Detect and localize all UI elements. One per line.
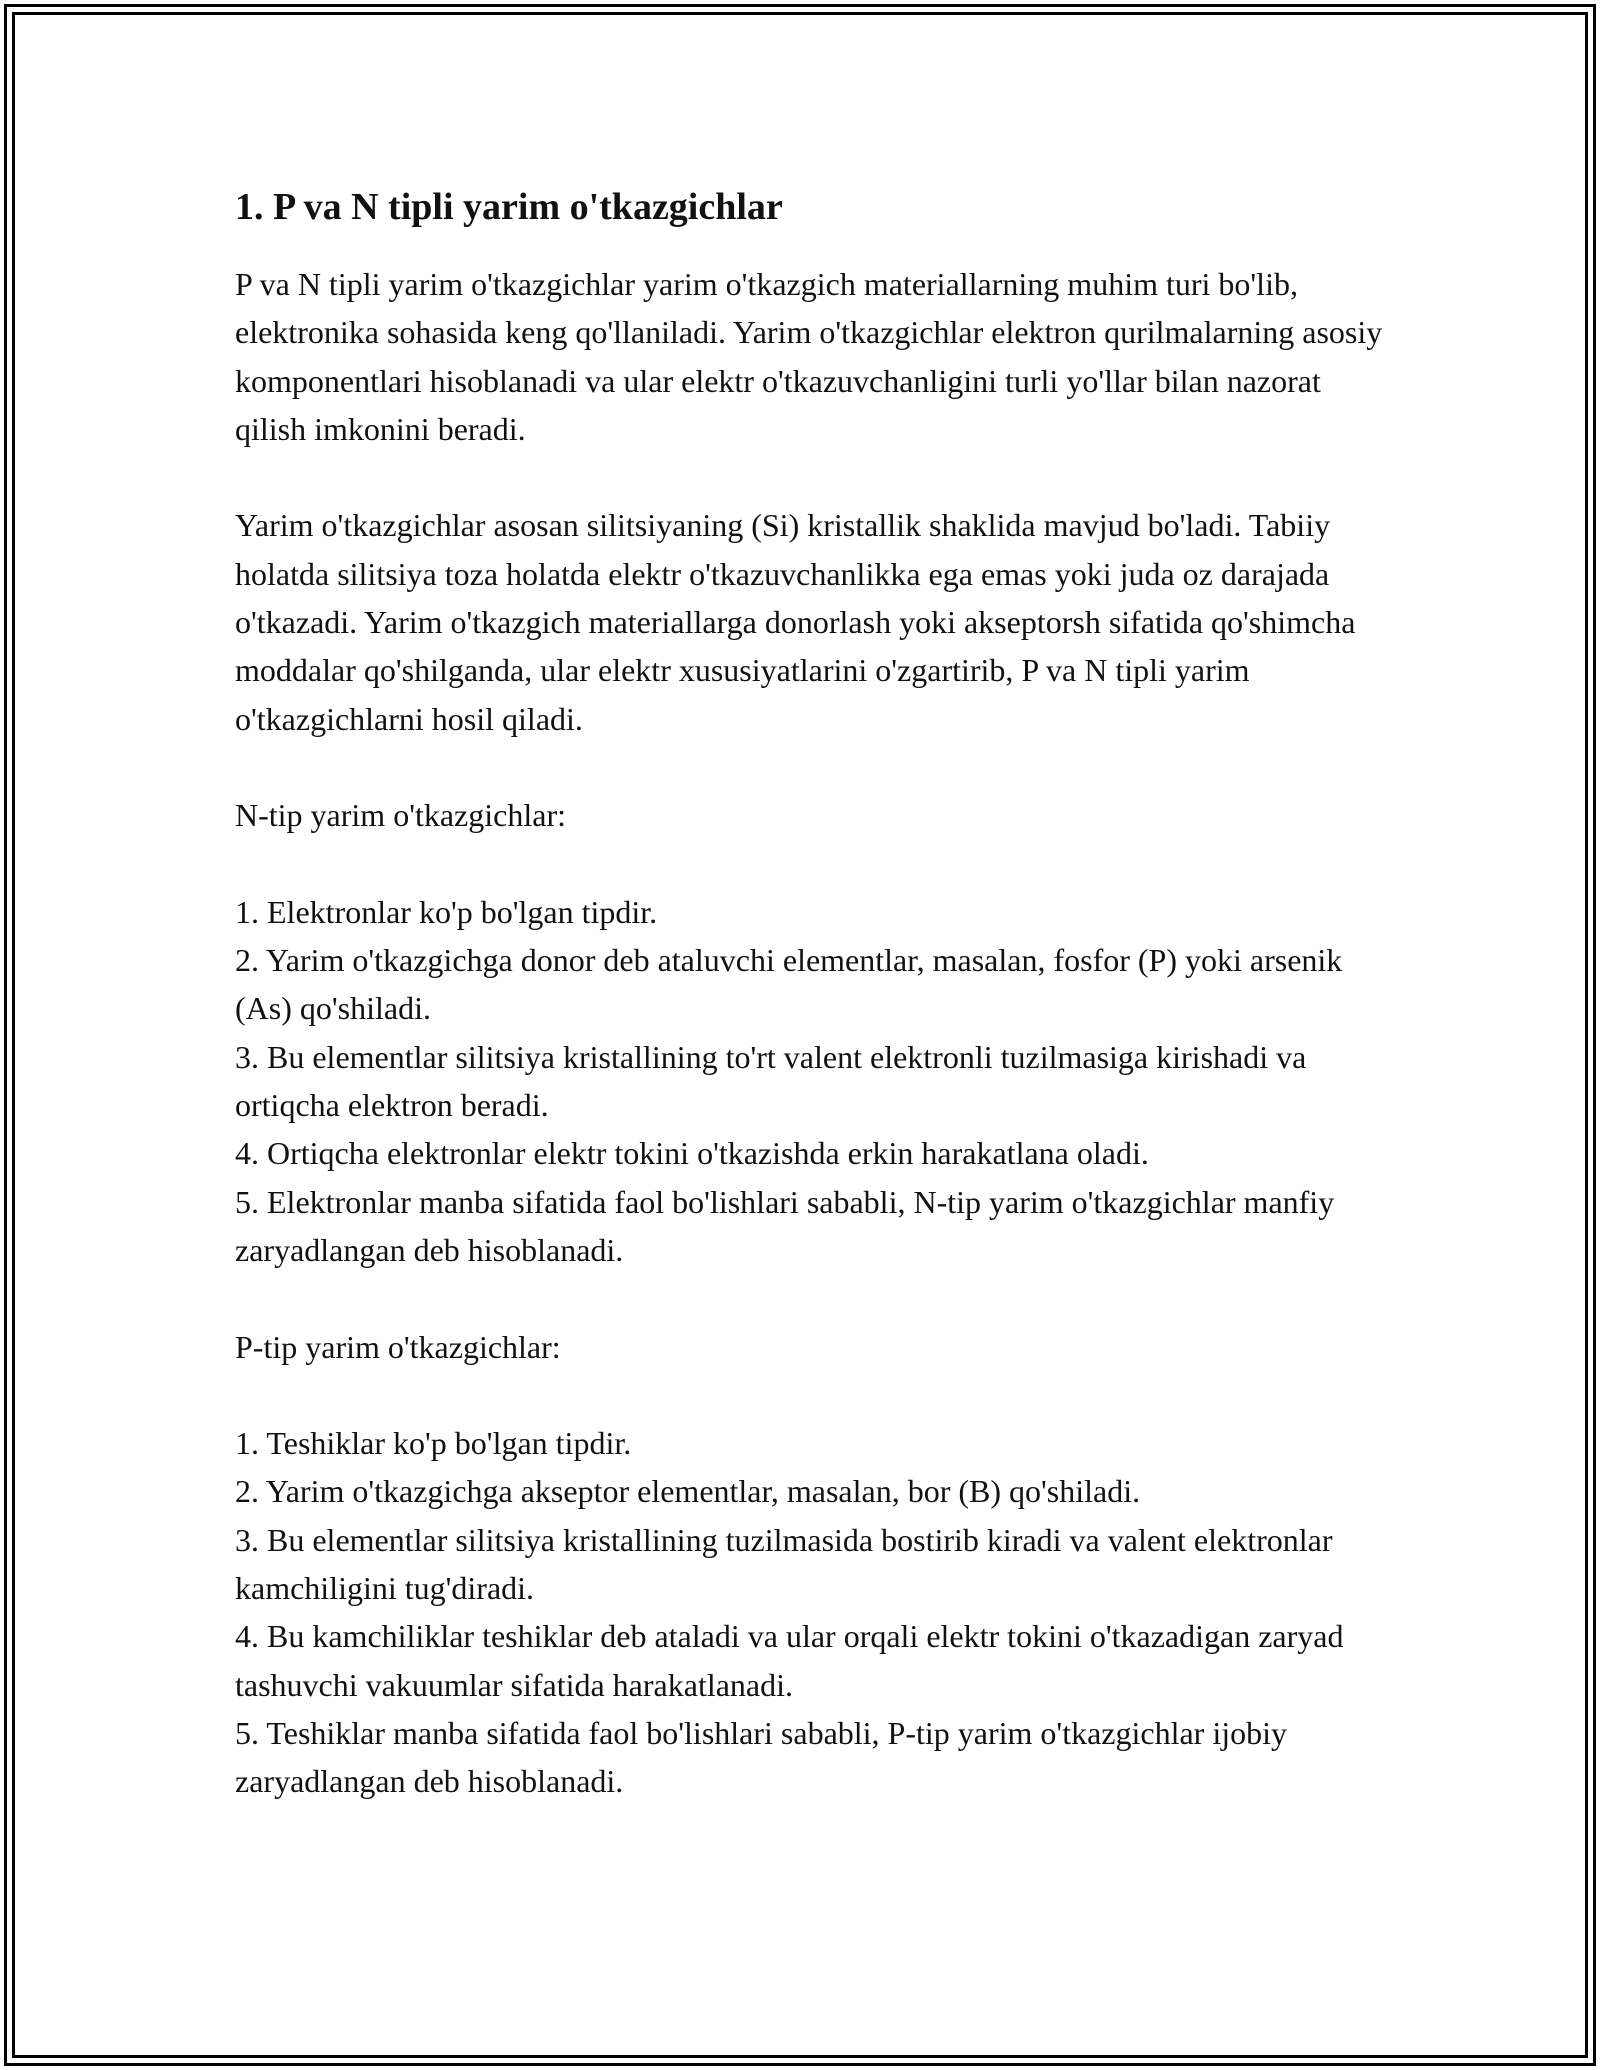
n-type-item-2: 2. Yarim o'tkazgichga donor deb ataluvchi elementlar, masalan, fosfor (P) yoki arsenik (As) qo'shiladi. [235, 942, 1343, 1027]
paragraph-spacer [235, 743, 1385, 791]
n-type-heading: N-tip yarim o'tkazgichlar: [235, 797, 566, 834]
p-type-item-4: 4. Bu kamchiliklar teshiklar deb ataladi va ular orqali elektr tokini o'tkazadigan zaryad tashuvchi vakuumlar sifatida harakatlanadi. [235, 1618, 1344, 1703]
intro-paragraph-2: Yarim o'tkazgichlar asosan silitsiyaning (Si) kristallik shaklida mavjud bo'ladi. Tabiiy holatda silitsiya toza holatda elektr o'tkazuvchanlikka ega emas yoki juda oz darajada o'tkazadi. Yarim o'tkazgich materiallarga donorlash yoki akseptorsh sifatida qo'shimcha moddalar qo'shilganda, ular elektr xususiyatlarini o'zgartirib, P va N tipli yarim o'tkazgichlarni hosil qiladi. [235, 507, 1356, 737]
p-type-item-5: 5. Teshiklar manba sifatida faol bo'lishlari sababli, P-tip yarim o'tkazgichlar ijobiy zaryadlangan deb hisoblanadi. [235, 1714, 1287, 1800]
n-type-item-1: 1. Elektronlar ko'p bo'lgan tipdir. [235, 893, 658, 930]
paragraph-spacer [235, 453, 1385, 501]
paragraph-spacer [235, 1274, 1385, 1322]
p-type-item-2: 2. Yarim o'tkazgichga akseptor elementlar, masalan, bor (B) qo'shiladi. [235, 1473, 1141, 1510]
n-type-item-4: 4. Ortiqcha elektronlar elektr tokini o'tkazishda erkin harakatlana oladi. [235, 1135, 1149, 1172]
paragraph-spacer [235, 1371, 1385, 1419]
p-type-item-3: 3. Bu elementlar silitsiya kristallining tuzilmasida bostirib kiradi va valent elektronlar kamchiligini tug'diradi. [235, 1521, 1333, 1607]
p-type-heading: P-tip yarim o'tkazgichlar: [235, 1328, 561, 1365]
intro-paragraph-1: P va N tipli yarim o'tkazgichlar yarim o'tkazgich materiallarning muhim turi bo'lib, elektronika sohasida keng qo'llaniladi. Yarim o'tkazgichlar elektron qurilmalarning asosiy komponentlari hisoblanadi va ular elektr o'tkazuvchanligini turli yo'llar bilan nazorat qilish imkonini beradi. [235, 266, 1383, 447]
document-title: 1. P va N tipli yarim o'tkazgichlar [235, 186, 783, 228]
n-type-item-3: 3. Bu elementlar silitsiya kristallining to'rt valent elektronli tuzilmasiga kirishadi va ortiqcha elektron beradi. [235, 1038, 1307, 1124]
n-type-item-5: 5. Elektronlar manba sifatida faol bo'lishlari sababli, N-tip yarim o'tkazgichlar manfiy zaryadlangan deb hisoblanadi. [235, 1183, 1335, 1268]
document-body [235, 180, 1385, 1806]
paragraph-spacer [235, 840, 1385, 888]
p-type-item-1: 1. Teshiklar ko'p bo'lgan tipdir. [235, 1425, 632, 1462]
